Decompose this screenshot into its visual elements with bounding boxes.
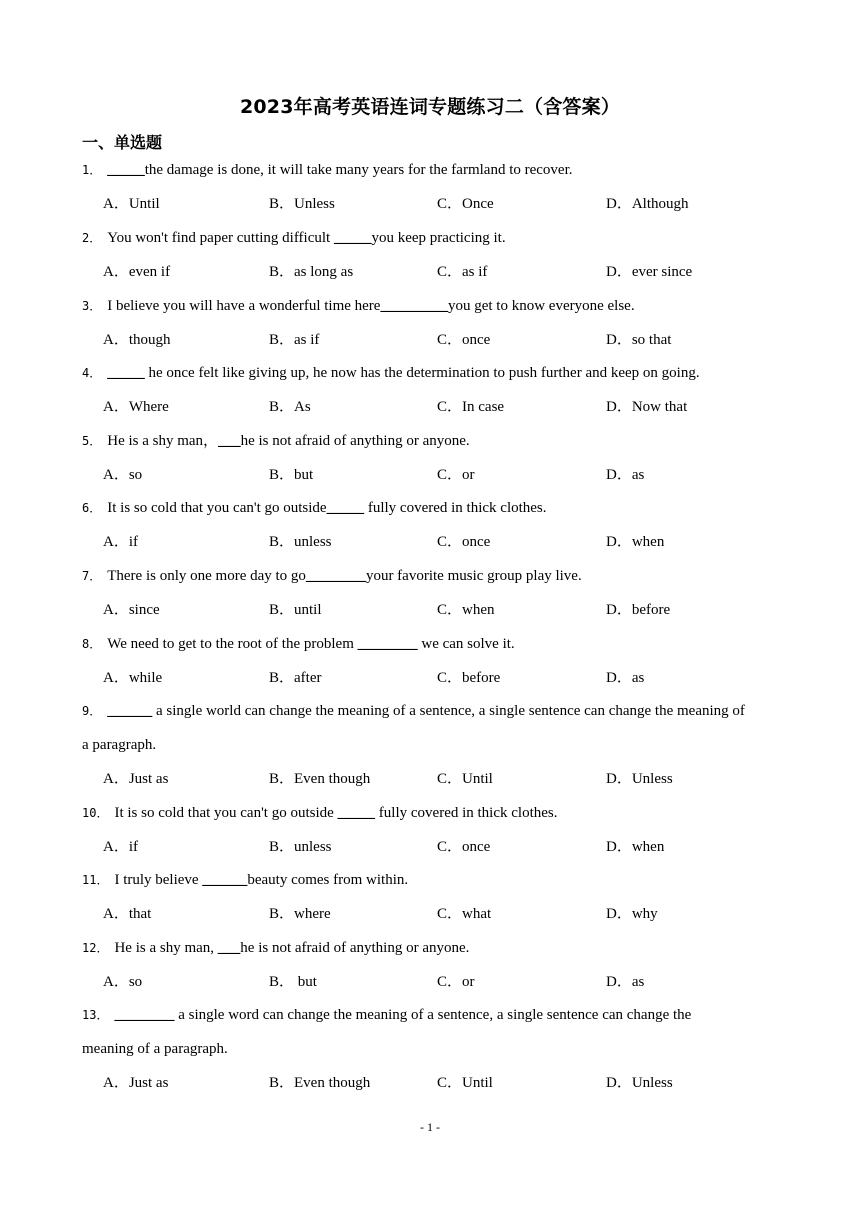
option-b[interactable]: B．until xyxy=(269,602,322,618)
option-a[interactable]: A．Just as xyxy=(103,1075,169,1091)
answer-options xyxy=(103,458,823,492)
option-a[interactable]: A．Just as xyxy=(103,771,169,787)
option-c[interactable]: C．or xyxy=(437,974,475,990)
question-number: 6． xyxy=(82,501,102,515)
question-text: He is a shy man， xyxy=(107,433,219,449)
question-text: We need to get to the root of the problem xyxy=(107,636,358,652)
question-number: 8． xyxy=(82,637,102,651)
answer-options xyxy=(103,323,823,357)
question-text: he once felt like giving up, he now has the determination to push further and keep on going. xyxy=(144,365,700,381)
answer-blank: _____ xyxy=(326,500,365,516)
question-stem xyxy=(82,559,792,593)
question-text: fully covered in thick clothes. xyxy=(375,805,558,821)
answer-options xyxy=(103,661,823,695)
answer-blank: ___ xyxy=(217,940,241,956)
question-number: 7． xyxy=(82,569,102,583)
answer-blank: ________ xyxy=(114,1007,175,1023)
option-c[interactable]: C．In case xyxy=(437,399,505,415)
document-title: 2023年高考英语连词专题练习二（含答案） xyxy=(239,96,621,118)
question-text: we can solve it. xyxy=(417,636,515,652)
option-d[interactable]: D．why xyxy=(606,906,658,922)
question-stem xyxy=(82,356,792,390)
question-number: 5． xyxy=(82,434,102,448)
option-d[interactable]: D．as xyxy=(606,670,645,686)
question-text: I truly believe xyxy=(114,872,203,888)
option-d[interactable]: D．Now that xyxy=(606,399,688,415)
answer-options xyxy=(103,830,823,864)
option-d[interactable]: D．as xyxy=(606,974,645,990)
option-c[interactable]: C．when xyxy=(437,602,495,618)
option-b[interactable]: B．Unless xyxy=(269,196,335,212)
answer-options xyxy=(103,255,823,289)
question-number: 10． xyxy=(82,806,109,820)
answer-options xyxy=(103,390,823,424)
section-heading: 一、单选题 xyxy=(82,133,163,152)
question-stem xyxy=(82,627,792,661)
answer-blank: ______ xyxy=(107,703,153,719)
option-a[interactable]: A．that xyxy=(103,906,152,922)
question-text: you get to know everyone else. xyxy=(447,298,635,314)
answer-options xyxy=(103,965,823,999)
question-stem xyxy=(82,931,792,965)
question-text: he is not afraid of anything or anyone. xyxy=(240,940,470,956)
option-c[interactable]: C．as if xyxy=(437,264,488,280)
answer-blank: ________ xyxy=(305,568,366,584)
page-number: - 1 - xyxy=(420,1120,440,1134)
option-d[interactable]: D．when xyxy=(606,534,665,550)
question-number: 13． xyxy=(82,1008,109,1022)
option-b[interactable]: B．where xyxy=(269,906,331,922)
answer-options xyxy=(103,593,823,627)
option-a[interactable]: A．Where xyxy=(103,399,169,415)
question-text: the damage is done, it will take many years for the farmland to recover. xyxy=(144,162,573,178)
option-d[interactable]: D．Unless xyxy=(606,1075,673,1091)
answer-blank: _____ xyxy=(333,230,372,246)
option-a[interactable]: A．though xyxy=(103,332,171,348)
option-d[interactable]: D．ever since xyxy=(606,264,693,280)
option-c[interactable]: C．Until xyxy=(437,771,493,787)
question-text: a single world can change the meaning of a sentence, a single sentence can change the meaning of xyxy=(152,703,745,719)
question-stem xyxy=(82,221,792,255)
question-text: your favorite music group play live. xyxy=(365,568,582,584)
question-stem xyxy=(82,424,792,458)
question-text: beauty comes from within. xyxy=(247,872,409,888)
option-a[interactable]: A．while xyxy=(103,670,163,686)
option-d[interactable]: D．as xyxy=(606,467,645,483)
question-stem-continued: a paragraph. xyxy=(82,737,157,753)
option-a[interactable]: A．since xyxy=(103,602,160,618)
option-a[interactable]: A．even if xyxy=(103,264,171,280)
option-b[interactable]: B．as long as xyxy=(269,264,354,280)
question-text: I believe you will have a wonderful time here xyxy=(107,298,381,314)
option-b[interactable]: B．but xyxy=(269,467,314,483)
question-stem xyxy=(82,289,792,323)
option-a[interactable]: A．so xyxy=(103,974,143,990)
answer-blank: _____ xyxy=(337,805,376,821)
question-number: 11． xyxy=(82,873,109,887)
answer-blank: _________ xyxy=(380,298,448,314)
answer-blank: _____ xyxy=(107,365,145,381)
option-b[interactable]: B．as if xyxy=(269,332,320,348)
option-c[interactable]: C．before xyxy=(437,670,501,686)
question-text: There is only one more day to go xyxy=(107,568,306,584)
question-text: You won't find paper cutting difficult xyxy=(107,230,334,246)
option-c[interactable]: C．once xyxy=(437,534,491,550)
option-c[interactable]: C．or xyxy=(437,467,475,483)
option-a[interactable]: A．so xyxy=(103,467,143,483)
question-number: 1． xyxy=(82,163,102,177)
answer-blank: ___ xyxy=(218,433,241,449)
question-stem xyxy=(82,491,792,525)
question-text: he is not afraid of anything or anyone. xyxy=(240,433,470,449)
question-stem xyxy=(82,796,792,830)
option-d[interactable]: D．Unless xyxy=(606,771,673,787)
option-b[interactable]: B．Even though xyxy=(269,1075,371,1091)
option-d[interactable]: D．Although xyxy=(606,196,689,212)
option-c[interactable]: C．once xyxy=(437,839,491,855)
option-b[interactable]: B．Even though xyxy=(269,771,371,787)
option-a[interactable]: A．if xyxy=(103,839,138,855)
question-stem xyxy=(82,153,792,187)
option-d[interactable]: D．before xyxy=(606,602,671,618)
option-c[interactable]: C．Once xyxy=(437,196,494,212)
question-text: It is so cold that you can't go outside xyxy=(107,500,327,516)
answer-blank: _____ xyxy=(107,162,145,178)
option-d[interactable]: D．when xyxy=(606,839,665,855)
question-text: you keep practicing it. xyxy=(371,230,506,246)
option-b[interactable]: B． but xyxy=(269,974,317,990)
option-b[interactable]: B．after xyxy=(269,670,322,686)
question-text: It is so cold that you can't go outside xyxy=(114,805,338,821)
answer-blank: ________ xyxy=(357,636,418,652)
option-c[interactable]: C．what xyxy=(437,906,492,922)
answer-options xyxy=(103,525,823,559)
question-number: 2． xyxy=(82,231,102,245)
answer-options xyxy=(103,897,823,931)
question-text: a single word can change the meaning of a sentence, a single sentence can change the xyxy=(174,1007,692,1023)
question-stem xyxy=(82,998,792,1032)
option-b[interactable]: B．As xyxy=(269,399,311,415)
answer-options xyxy=(103,762,823,796)
answer-blank: ______ xyxy=(202,872,248,888)
question-stem xyxy=(82,863,792,897)
question-text: He is a shy man, xyxy=(114,940,218,956)
question-text: fully covered in thick clothes. xyxy=(364,500,547,516)
option-a[interactable]: A．if xyxy=(103,534,138,550)
option-a[interactable]: A．Until xyxy=(103,196,160,212)
question-stem-continued: meaning of a paragraph. xyxy=(82,1041,228,1057)
question-number: 3． xyxy=(82,299,102,313)
option-b[interactable]: B．unless xyxy=(269,534,332,550)
option-d[interactable]: D．so that xyxy=(606,332,672,348)
question-number: 12． xyxy=(82,941,109,955)
question-number: 4． xyxy=(82,366,102,380)
question-number: 9． xyxy=(82,704,102,718)
answer-options xyxy=(103,187,823,221)
option-c[interactable]: C．Until xyxy=(437,1075,493,1091)
option-c[interactable]: C．once xyxy=(437,332,491,348)
question-stem xyxy=(82,694,792,728)
option-b[interactable]: B．unless xyxy=(269,839,332,855)
answer-options xyxy=(103,1066,823,1100)
